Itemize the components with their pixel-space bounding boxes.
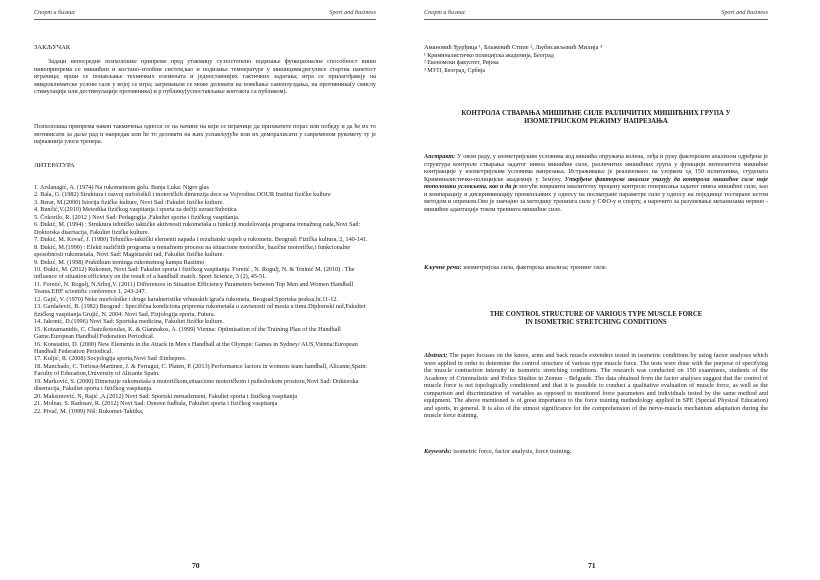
english-abstract (424, 352, 768, 420)
reference-list (34, 184, 376, 415)
keywords-text: изометријска сила, факторска анализа; тренинг силе. (461, 264, 608, 271)
abstract-text: могуће извршити квалитетну процену контроле генерисања задатог нивоа мишићне силе, као и компарацију и дискриминацију променљивих у односу на посматране параметре силе у односу на појединце тестиране истом методом и опремом.Ово је значајно за методику тренинга силе у СФО-у и спорту, а нарочито за разумевање механизама нервно - мишићне адаптације током тренинга мишићне силе. (424, 183, 768, 213)
keywords-label: Кључне речи: (424, 264, 462, 271)
reference-item: 9. Đukić, M. (1998) Praktikum treninga rukometnog kampa Rastimo (34, 258, 205, 266)
conclusion-paragraph-2: Психолошка припрема након такмичења односи се на начине на који се играчице да прихватите пораз или победу и да ће их то мотивисати за даље рад и напредак или ће то деловати на њих успављујуће или их деморалисати у савременом рукомету ту је најважнија улога тренера. (34, 123, 376, 145)
reference-item: 7. Đukić, M. Kovač, J. (1980) Tehničko-taktički elementi napada i rezultatski uspeh u rukometu. Beograd: Fizička kultura, 2, 140-141. (34, 236, 368, 244)
reference-item: 19. Marković, S. (2000) Dimenzije rukometaša u motoričkom,situaciono motoričkom i psiholoskom prostoru,Novi Sad: Doktorska disertacija, Fakultet sporta i fizičkog vaspitanja. (34, 377, 359, 393)
reference-item: 1. Arslanagić, A. (1974) Na rukometnom golu. Banja Luka: Nigro glas (34, 184, 209, 191)
author-list: Амановић Ђурђица ¹, Блажевић Стипе ², Љубисављевић Милија ³ (424, 44, 603, 51)
header-rule (424, 19, 768, 20)
affiliation-list (424, 53, 768, 75)
affiliation-item: ³ МУП, Београд, Србија (424, 67, 486, 74)
serbian-title (424, 110, 768, 126)
reference-item: 3. Berar, M.(2000) Istorija fizičke kulture, Novi Sad :Fakulet fizičke kulture. (34, 198, 224, 206)
reference-item: 20. Maksimović, N, Rajić ,A.(2012) Novi Sad: Sportski menadzment, Fakultet sporta i fizičkog vaspitanja (34, 392, 298, 400)
abstract-label: Abstract: (424, 352, 448, 359)
reference-item: 4. Bunčić,V.(2010) Metodika fizičkog vaspitanja i sporta za dečiji uzrast:Subotica (34, 206, 237, 214)
running-header-right: Sport and business (329, 9, 376, 16)
english-title-line: THE CONTROL STRUCTURE OF VARIOUS TYPE MUSCLE FORCE (489, 311, 703, 318)
reference-item: 2. Bala, G. (1982) Struktura i razvoj mrfološkil i motoričkih dimenzija dece sa Vojvodine.OOUR Institut fizičke kulture (34, 191, 331, 199)
reference-item: 21. Molnar, S. Radosav, R. (2012) Novi Sad: Osnove fudbala, Fakultet sporta i fizičkog vaspitanja (34, 400, 278, 408)
serbian-title-line: КОНТРОЛА СТВАРАЊА МИШИЋНЕ СИЛЕ РАЗЛИЧИТИХ МИШИЋНИХ ГРУПА У (461, 110, 731, 117)
abstract-label: Апстракт: (424, 153, 456, 160)
conclusion-heading: ЗАКЉУЧАК (34, 44, 71, 51)
page-number-right: 71 (588, 561, 596, 570)
reference-item: 16. Konstatini, D. (2000) New Elements in the Attack in Men s Handball at the Olympic Games in Sydney/ AUS,Vienna:European Handball Federation Periodical. (34, 340, 358, 355)
english-title (424, 311, 768, 327)
affiliation-item: ² Економски факултет, Ријека (424, 60, 499, 67)
serbian-abstract (424, 153, 768, 213)
reference-item: 13. Gardašević, B. (1982) Beograd : Specifična kondiciona priprema rukometaša u zavisnosti od mesta u timu.Diplomski rad,Fakultet fizičkog vaspitanja.Grujić, N. 2004: Novi Sad, Fizjologija sporta, Futura. (34, 303, 366, 318)
reference-item: 5. Čokorilo, R. (2012 ) Novi Sad: Pedagogija ,Fakultet sporta i fizičkog vaspitanja. (34, 213, 240, 221)
affiliation-item: ¹ Криминалистичко полицијска академија, Београд (424, 53, 554, 59)
english-keywords (424, 448, 768, 455)
abstract-text: The paper focuses on the knees, arms and back muscle extenders tested in isometric conditions by using factor analyses which were applied in order to determine the control structure of various type muscle force. The tests were done with the purpose of specifying the muscle contraction intensity in isometric stretching conditions. The research was conducted on 150 examinees, students of the Academy of Criminalistic and Police Studies in Zemun – Belgrade. The data obtained from the factor analyses suggest that the control of muscle force is not topologically conditioned and that it is possible to conduct a qualitative evaluation of muscle force, as well as the comparison and discrimination of variables as opposed to monitored force parameters and individuals tested by the same method and equipment. The above mentioned is of great importance to the force training methodology applied in SPE (Special Physical Education) and sports, in general. It is also of the utmost significance for the comprehension of the nerve-muscle mechanism adaptation during the muscle force training. (424, 352, 768, 420)
keywords-label: Keywords: (424, 448, 452, 455)
running-header-left: Спорт и бизнис (34, 9, 76, 16)
running-header-left: Спорт и бизнис (424, 9, 466, 16)
keywords-text: isometric force, factor analysis, force training. (451, 448, 572, 455)
abstract-text: У овом раду, у изометријским условима код мишића опружача колена, леђа и руку факторском анализом одређена је структура контроле стварања задатог нивоа мишићне силе, различитих мишићних група у функцији интензитета мишићне контракције у изометријским условима напрезања. Истраживање је реализовано на узорком од 150 испитаника, студената Криминалистичко-полицијске академије у Земуну. (424, 153, 768, 183)
reference-item: 6. Đukić, M. (1994) : Struktura tehničko taktičke aktivnosti rukometaša u funkciji modelovanja programa trenažnog rada,Novi Sad: Doktorska disertacija, Fakultet fizičke kulture. (34, 221, 361, 236)
reference-item: 14. Jakonić, D.(1996) Novi Sad: Sportska medicina, Fakultet fizičke kulture. (34, 318, 225, 326)
page-number-left: 70 (192, 561, 200, 570)
header-rule (34, 19, 376, 20)
reference-item: 11. Foretić, N. Rogulj, N.Srhoj,V. (2011) Differences in Situation Efficiency Parameters between Top Men and Women Handball Teams.EHF scientific conference 1, 243-247. (34, 280, 354, 296)
reference-item: 18. Manchado, C. Tortosa-Martinez, J. & Ferragut, C. Platen, P. (2013) Performance factors in womens team handball, Alicante,Spain: Faculty of Education,University of Alicante Spain. (34, 362, 368, 378)
reference-item: 8. Đukić, M.(1990) : Efekti različitih programa u trenažnom procesu na situacione motoričke, bazične motoričke,i funkcionalne sposobnosti rukometaša, Novi Sad: Magistarski rad, Fakultet fizičke kulture. (34, 243, 351, 259)
right-page (410, 0, 820, 580)
reference-item: 12. Gajić, V. (1970) Neke morfološke i druge karakteristike vrhunskih igrača rukometa, Beograd:Sportska praksa,br.11-12. (34, 295, 339, 303)
reference-item: 15. Kotzamanidis, C. Chatzikotoulas, K. & Giannakos, A. (1999) Vienna: Optimisation of the Training Plan of the Handball Game.European Handball Federation Periodical. (34, 325, 341, 341)
english-title-line: IN ISOMETRIC STRETCHING CONDITIONS (525, 319, 667, 327)
serbian-title-line: ИЗОМЕТРИЈСКОМ РЕЖИМУ НАПРЕЗАЊА (524, 118, 668, 126)
conclusion-paragraph-1: Задаци непосредне психолошке припреме пред утакмицу су:постепено подизање функционалне способност виши нивоприпрема се мишићни и костано-зглобни систем,као и подизање температуре у мишицима;регулисе стартна напетост играчица; врши се понављање техничких елемената и једноставнијих тактичких задатака; игра се прилагођавају на микроклиматске услове сале у којој се игра; загревањем се може деловати на повећање самопоуздања, на противника(у смислу стимулације или дестимулације противника) и р публику(успостављање контакта са публиком). (34, 58, 376, 95)
references-heading: ЛИТЕРАТУРА (34, 162, 75, 169)
reference-item: 10. Đukić, M. (2012) Rukomet, Novi Sad: Fakultet sporta i fizičkog vaspitanja. Foretić , N. Rogulj, N. & Trninić M. (2010) . The influence of situation efficiency on the result of a handball match. Sport Science, 3 (2), 45-51. (34, 265, 355, 281)
running-header-right: Sport and business (721, 9, 768, 16)
serbian-keywords (424, 264, 768, 271)
reference-item: 22. Pivač, M. (1999) Niš: Rukomet-Taktika, (34, 407, 144, 415)
reference-item: 17. Kuljić, R. (2008) Socjologija sporta,Novi Sad :Embepres. (34, 355, 187, 363)
abstract-emphasis: Утврђене факторске анализе указују да контрола мишићне силе није тополошки условљена, као и да је (424, 175, 768, 191)
